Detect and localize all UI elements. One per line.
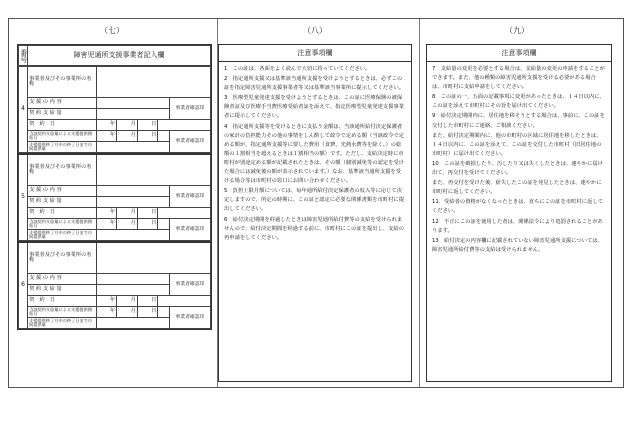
page-number-9: （九） xyxy=(505,26,529,35)
entry-block xyxy=(18,241,211,329)
note-paragraph: 11 受給者の資格がなくなったときは、直ちにこの証を市町村に返してください。 xyxy=(432,199,603,215)
end-amount-label: 支援提供終了月中の終了日までの既提供量 xyxy=(28,230,97,241)
support-content-label: 支 援 の 内 容 xyxy=(28,186,97,197)
year-cell[interactable]: 年 xyxy=(96,296,117,307)
year-cell[interactable]: 年 xyxy=(96,208,117,219)
year-cell[interactable]: 年 xyxy=(96,219,117,230)
contract-amount-label: 契 約 支 給 量 xyxy=(28,285,97,296)
note-paragraph: 1 この証は、各面をよく読んで大切に持っていてください。 xyxy=(224,66,371,72)
provider-name-field[interactable] xyxy=(96,67,210,98)
provider-entry-table xyxy=(17,44,212,330)
note-paragraph: 7 支給量の変更を必要とする場合は、支給量の変更の申請をすることができます。また、他の種類の障害児通所支援を受ける必要がある場合は、市町村に支給申請をしてください。 xyxy=(432,66,605,91)
end-amount-field[interactable] xyxy=(96,230,169,241)
end-amount-field[interactable] xyxy=(96,142,169,153)
provider-name-label: 事業者及びその事業所の名称 xyxy=(28,67,97,98)
year-cell[interactable]: 年 xyxy=(96,307,117,318)
page-number-7: （七） xyxy=(100,26,124,35)
note-paragraph: 12 不正にこの証を使用した者は、関係法令により処罰されることがあります。 xyxy=(432,218,603,234)
day-cell[interactable]: 日 xyxy=(137,219,158,230)
note-paragraph: 13 給付決定の内容欄に記載されていない障害児通所支援については、障害児通所給付費等の支給は受けられません。 xyxy=(432,237,603,253)
page-number-8: （八） xyxy=(303,26,327,35)
start-date-label: 当該契約支給量による支援提供開始日 xyxy=(28,219,97,230)
number-header: 番号 xyxy=(19,46,28,66)
note-paragraph: 3 医療型児童発達支援を受けようとするときは、この証に医療保険の被保険者証及び医療手当費医療受給者証を添えて、指定医療型児童発達支援事業者に提示してください。 xyxy=(224,95,404,120)
day-cell[interactable]: 日 xyxy=(137,296,158,307)
contract-date-label: 契 約 日 xyxy=(28,208,97,219)
end-amount-label: 支援提供終了月中の終了日までの既提供量 xyxy=(28,318,97,329)
notes-body xyxy=(427,62,611,259)
end-amount-field[interactable] xyxy=(96,318,169,329)
note-paragraph: 4 指定通所支援等を受けるときに支払う金額は、当該通所給付決定保護者の家計の負担能力その他の事情をしん酌して政令で定める額（当該政令で定める額が、指定通所支援等に要した費用（食費、光熱水費等を除く。）の総額の１割相当を超えるときは１割相当の額）です。ただし、支給決定時に市町村が別途定める額が記載されたときは、その額（個別減免等の認定を受けた場合には減免後の額が表示されています。）なお、基準該当通所支援を受ける場合等は市町村の窓口にお問い合わせください。 xyxy=(224,123,405,185)
notes-box-9 xyxy=(426,44,612,382)
blank-cell xyxy=(158,208,211,219)
month-cell[interactable]: 月 xyxy=(117,131,138,142)
contract-date-label: 契 約 日 xyxy=(28,120,97,131)
blank-cell xyxy=(158,131,169,142)
day-cell[interactable]: 日 xyxy=(137,131,158,142)
blank-cell xyxy=(158,296,211,307)
blank-cell xyxy=(158,219,169,230)
start-date-label: 当該契約支給量による支援提供開始日 xyxy=(28,307,97,318)
note-paragraph: また、給付決定期間内に、他の市町村の区域に居住地を移したときは、１４日以内に、この証を添えて、この証を交付した市町村（旧居住地の市町村）に届け出てください。 xyxy=(432,132,602,157)
entry-number: 6 xyxy=(19,242,28,329)
provider-stamp[interactable]: 事業者確認印 xyxy=(169,307,210,329)
contract-amount-label: 契 約 支 給 量 xyxy=(28,109,97,120)
note-paragraph: 5 負担上限月額については、毎年通所給付決定保護者の収入等に応じて決定しますので、所定の時期に、この証と認定に必要な関係書類を市町村に提出してください。 xyxy=(224,188,404,213)
day-cell[interactable]: 日 xyxy=(137,120,158,131)
note-paragraph: 6 給付決定期間を経過したときは障害児通所給付費等の支給を受けられませんので、給付決定期間を経過する前に、市町村にこの証を提出し、支給の再申請をしてください。 xyxy=(224,216,404,241)
start-date-label: 当該契約支給量による支援提供開始日 xyxy=(28,131,97,142)
contract-amount-field[interactable] xyxy=(96,109,169,120)
contract-amount-field[interactable] xyxy=(96,285,169,296)
month-cell[interactable]: 月 xyxy=(117,219,138,230)
page-divider xyxy=(419,19,420,387)
support-content-label: 支 援 の 内 容 xyxy=(28,98,97,109)
notes-box-8 xyxy=(218,44,412,382)
month-cell[interactable]: 月 xyxy=(117,307,138,318)
provider-stamp[interactable]: 事業者確認印 xyxy=(169,219,210,241)
notes-title: 注意事項欄 xyxy=(219,45,411,62)
note-paragraph: 8 この証の一、五面の記載事項に変更があったときは、１４日以内に、この証を添えて市町村にその旨を届け出てください。 xyxy=(432,94,605,110)
note-paragraph: 9 給付決定期間内に、居住地を移そうとする場合は、事前に、この証を交付した市町村にご連絡、ご相談ください。 xyxy=(432,113,605,129)
provider-stamp[interactable]: 事業者確認印 xyxy=(169,186,210,208)
year-cell[interactable]: 年 xyxy=(96,131,117,142)
contract-amount-field[interactable] xyxy=(96,197,169,208)
support-content-field[interactable] xyxy=(96,186,169,197)
table-title: 障害児通所支援事業者記入欄 xyxy=(28,46,211,66)
day-cell[interactable]: 日 xyxy=(137,208,158,219)
provider-stamp[interactable]: 事業者確認印 xyxy=(169,274,210,296)
month-cell[interactable]: 月 xyxy=(117,120,138,131)
provider-name-label: 事業者及びその事業所の名称 xyxy=(28,154,97,186)
day-cell[interactable]: 日 xyxy=(137,307,158,318)
support-content-label: 支 援 の 内 容 xyxy=(28,274,97,285)
provider-stamp[interactable]: 事業者確認印 xyxy=(169,98,210,120)
blank-cell xyxy=(158,120,211,131)
provider-name-field[interactable] xyxy=(96,154,210,186)
end-amount-label: 支援提供終了月中の終了日までの既提供量 xyxy=(28,142,97,153)
entry-number: 5 xyxy=(19,154,28,241)
notes-title: 注意事項欄 xyxy=(427,45,611,62)
contract-amount-label: 契 約 支 給 量 xyxy=(28,197,97,208)
provider-stamp[interactable]: 事業者確認印 xyxy=(169,131,210,153)
note-paragraph: 2 指定通所支援又は基準該当通所支援を受けようとするときは、必ずこの証を指定障害児通所支援事業者等又は基準該当事業所に提示してください。 xyxy=(224,76,405,92)
provider-name-label: 事業者及びその事業所の名称 xyxy=(28,242,97,274)
note-paragraph: また、再交付を受けた後、紛失したこの証を発見したときは、速やかに市町村に返してください。 xyxy=(432,180,602,196)
notes-body xyxy=(219,62,411,247)
entry-number: 4 xyxy=(19,67,28,153)
provider-name-field[interactable] xyxy=(96,242,210,274)
month-cell[interactable]: 月 xyxy=(117,296,138,307)
entry-block xyxy=(18,153,211,241)
blank-cell xyxy=(158,307,169,318)
entry-block xyxy=(18,66,211,153)
year-cell[interactable]: 年 xyxy=(96,120,117,131)
month-cell[interactable]: 月 xyxy=(117,208,138,219)
note-paragraph: 10 この証を破損したり、汚したり又は失くしたときは、速やかに届け出て、再交付を受けてください。 xyxy=(432,160,603,177)
support-content-field[interactable] xyxy=(96,98,169,109)
support-content-field[interactable] xyxy=(96,274,169,285)
contract-date-label: 契 約 日 xyxy=(28,296,97,307)
